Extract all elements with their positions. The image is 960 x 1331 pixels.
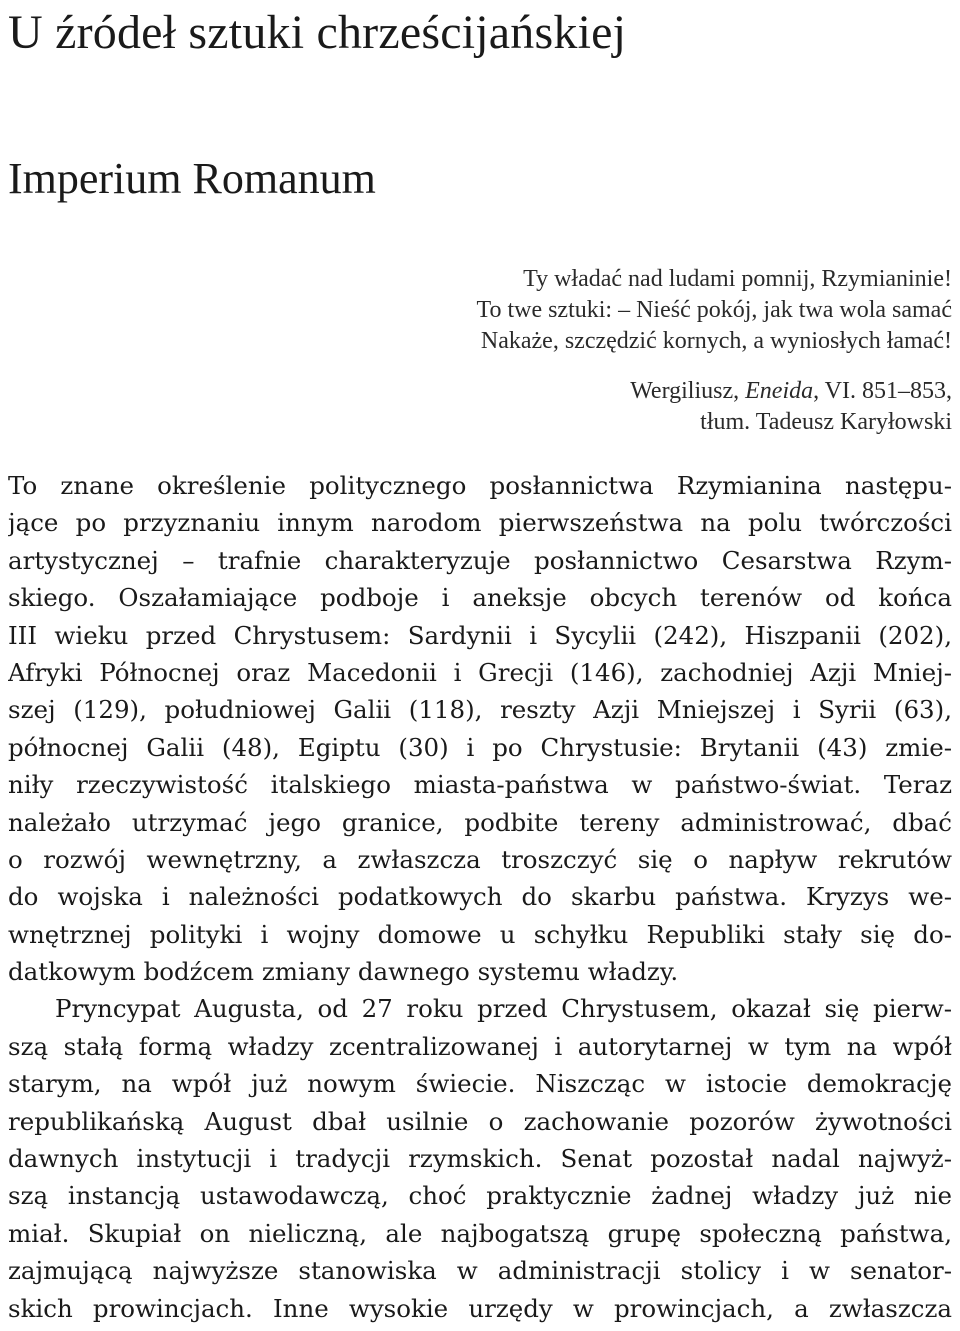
- body-line: do wojska i należności podatkowych do skarbu państwa. Kryzys we-: [8, 882, 952, 912]
- epigraph-author: Wergiliusz,: [630, 378, 746, 404]
- epigraph-attribution: [476, 376, 952, 407]
- body-line: miał. Skupiał on nieliczną, ale najbogatszą grupę społeczną państwa,: [8, 1218, 952, 1248]
- epigraph-verse-reference: , VI. 851–853,: [813, 378, 952, 404]
- body-line: niły rzeczywistość italskiego miasta-państwa w państwo-świat. Teraz: [8, 770, 952, 800]
- body-line: szą instancją ustawodawczą, choć praktycznie żadnej władzy już nie: [8, 1181, 952, 1211]
- body-line: skich prowincjach. Inne wysokie urzędy w prowincjach, a zwłaszcza: [8, 1293, 952, 1323]
- body-line: datkowym bodźcem zmiany dawnego systemu władzy.: [8, 957, 679, 987]
- body-line: jące po przyznaniu innym narodom pierwszeństwa na polu twórczości: [8, 508, 952, 538]
- epigraph-source: [476, 376, 952, 438]
- epigraph-translator: tłum. Tadeusz Karyłowski: [700, 409, 952, 435]
- body-line: zajmującą najwyższe stanowiska w administracji stolicy i w senator-: [8, 1256, 952, 1286]
- epigraph-verse: To twe sztuki: – Nieść pokój, jak twa wola samać: [476, 297, 952, 323]
- body-line: To znane określenie politycznego posłannictwa Rzymianina następu-: [8, 471, 952, 500]
- body-line: III wieku przed Chrystusem: Sardynii i Sycylii (242), Hiszpanii (202),: [8, 620, 952, 650]
- body-line: północnej Galii (48), Egiptu (30) i po Chrystusie: Brytanii (43) zmie-: [8, 732, 952, 762]
- body-line: wnętrznej polityki i wojny domowe u schyłku Republiki stały się do-: [8, 919, 952, 949]
- body-line: szej (129), południowej Galii (118), reszty Azji Mniejszej i Syrii (63),: [8, 695, 952, 725]
- epigraph-verse: Ty władać nad ludami pomnij, Rzymianinie!: [523, 266, 952, 292]
- body-line: skiego. Oszałamiające podboje i aneksje obcych terenów od końca: [8, 583, 952, 613]
- body-line: o rozwój wewnętrzny, a zwłaszcza troszczyć się o napływ rekrutów: [8, 844, 952, 874]
- body-line: Pryncypat Augusta, od 27 roku przed Chrystusem, okazał się pierw-: [55, 994, 952, 1024]
- epigraph: [476, 264, 952, 438]
- body-line: dawnych instytucji i tradycji rzymskich. Senat pozostał nadal najwyż-: [8, 1144, 952, 1174]
- section-title: Imperium Romanum: [8, 154, 376, 203]
- epigraph-work-title: Eneida: [745, 378, 814, 404]
- body-line: artystycznej – trafnie charakteryzuje posłannictwo Cesarstwa Rzym-: [8, 545, 952, 575]
- chapter-title: U źródeł sztuki chrześcijańskiej: [8, 6, 627, 59]
- body-line: należało utrzymać jego granice, podbite tereny administrować, dbać: [8, 807, 952, 837]
- body-line: republikańską August dbał usilnie o zachowanie pozorów żywotności: [8, 1106, 952, 1136]
- epigraph-verse: Nakaże, szczędzić kornych, a wyniosłych łamać!: [480, 328, 952, 354]
- body-line: szą stałą formą władzy zcentralizowanej i autorytarnej w tym na wpół: [8, 1031, 952, 1061]
- body-text: [8, 467, 952, 1327]
- body-line: Afryki Północnej oraz Macedonii i Grecji (146), zachodniej Azji Mniej-: [8, 657, 952, 687]
- body-line: starym, na wpół już nowym świecie. Niszcząc w istocie demokrację: [8, 1069, 952, 1099]
